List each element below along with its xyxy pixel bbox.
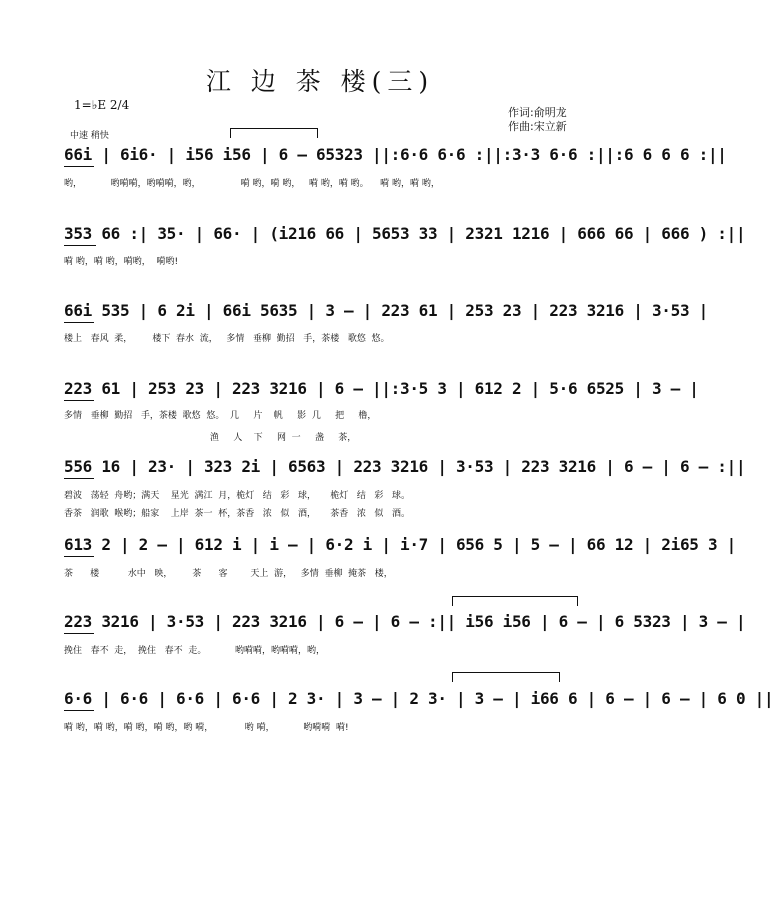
lyric-line: 嗬 哟，嗬 哟，嗬 哟，嗬 哟，哟 嗬， 哟 嗬， 哟嗬嗬 嗬! xyxy=(64,723,349,733)
beam-line xyxy=(64,556,94,557)
notation-line: 223 3216 | 3·53 | 223 3216 | 6 — | 6 — :|| i56 i56 | 6 — | 6 5323 | 3 — | xyxy=(64,612,746,631)
beam-line xyxy=(64,245,96,246)
notation-line: 6·6 | 6·6 | 6·6 | 6·6 | 2 3· | 3 — | 2 3· | 3 — | i66 6 | 6 — | 6 — | 6 0 || xyxy=(64,689,773,708)
beam-line xyxy=(64,710,94,711)
notation-line: 613 2 | 2 — | 612 i | i — | 6·2 i | i·7 | 656 5 | 5 — | 66 12 | 2i65 3 | xyxy=(64,535,736,554)
notation-line: 66i | 6i6· | i56 i56 | 6 — 65323 ||:6·6 6·6 :||:3·3 6·6 :||:6 6 6 6 :|| xyxy=(64,145,727,164)
lyric-line: 哟， 哟嗬嗬，哟嗬嗬，哟， 嗬 哟，嗬 哟， 嗬 哟，嗬 哟。 嗬 哟，嗬 哟， xyxy=(64,179,440,189)
score-title: 江 边 茶 楼(三) xyxy=(205,67,435,96)
key-signature: 1=♭E 2/4 xyxy=(74,98,130,112)
lyric-line: 挽住 春不 走， 挽住 春不 走。 哟嗬嗬，哟嗬嗬，哟， xyxy=(64,646,325,656)
notation-line: 66i 535 | 6 2i | 66i 5635 | 3 — | 223 61 | 253 23 | 223 3216 | 3·53 | xyxy=(64,301,708,320)
tempo-marking: 中速 稍快 xyxy=(70,131,109,141)
volta-bracket xyxy=(230,128,318,138)
composer-credit: 作曲:宋立新 xyxy=(508,120,567,133)
notation-line: 353 66 :| 35· | 66· | (i216 66 | 5653 33 | 2321 1216 | 666 66 | 666 ) :|| xyxy=(64,224,746,243)
lyric-line: 渔 人 下 网 一 盏 茶， xyxy=(64,433,357,443)
beam-line xyxy=(64,166,94,167)
volta-bracket xyxy=(452,672,560,682)
lyric-line: 多情 垂柳 勤招 手，茶楼 歌悠 悠。 几 片 帆 影 几 把 橹， xyxy=(64,411,377,421)
volta-bracket xyxy=(452,596,578,606)
lyric-line: 嗬 哟，嗬 哟，嗬哟， 嗬哟! xyxy=(64,257,179,267)
lyric-line: 碧波 荡轻 舟哟；满天 星光 满江 月，桅灯 结 彩 球， 桅灯 结 彩 球。 xyxy=(64,491,410,501)
lyric-line: 茶 楼 水中 映， 茶 客 天上 游， 多情 垂柳 掩茶 楼， xyxy=(64,569,393,579)
notation-line: 223 61 | 253 23 | 223 3216 | 6 — ||:3·5 3 | 612 2 | 5·6 6525 | 3 — | xyxy=(64,379,699,398)
lyric-line: 香茶 润歌 喉哟；船家 上岸 茶一 杯，茶香 浓 似 酒， 茶香 浓 似 酒。 xyxy=(64,509,410,519)
beam-line xyxy=(64,633,94,634)
beam-line xyxy=(64,400,94,401)
lyric-line: 楼上 春风 柔， 楼下 春水 流， 多情 垂柳 勤招 手，茶楼 歌悠 悠。 xyxy=(64,334,390,344)
beam-line xyxy=(64,478,94,479)
notation-line: 556 16 | 23· | 323 2i | 6563 | 223 3216 | 3·53 | 223 3216 | 6 — | 6 — :|| xyxy=(64,457,746,476)
beam-line xyxy=(64,322,94,323)
lyricist-credit: 作词:俞明龙 xyxy=(508,106,567,119)
